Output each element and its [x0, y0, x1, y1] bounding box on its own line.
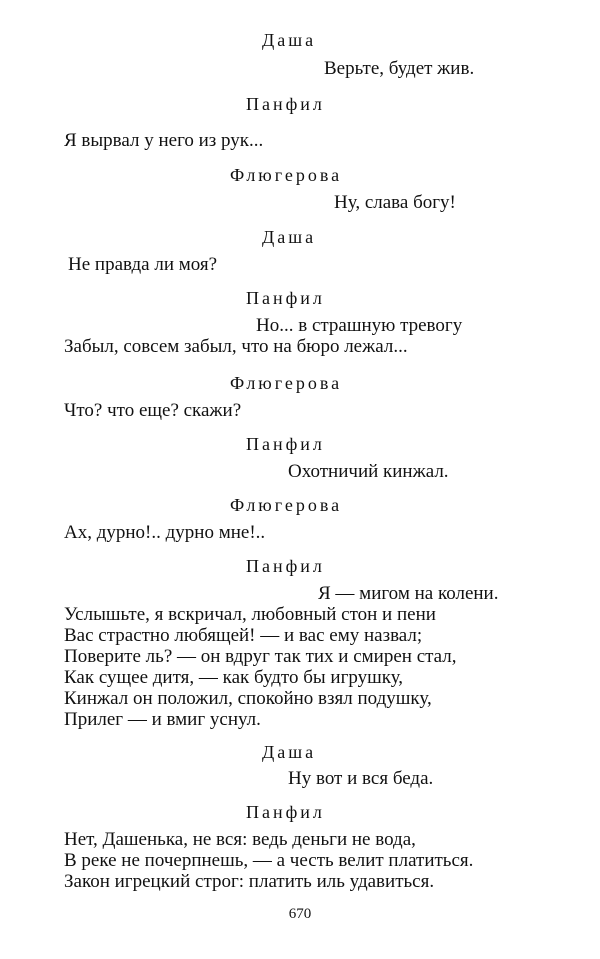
speaker-panfil: Панфил	[246, 802, 325, 822]
speaker-panfil: Панфил	[246, 556, 325, 576]
verse-line: Нет, Дашенька, не вся: ведь деньги не вода,	[64, 829, 416, 850]
verse-line: Ну, слава богу!	[334, 192, 456, 213]
verse-line: Услышьте, я вскричал, любовный стон и пени	[64, 604, 436, 625]
verse-line: Не правда ли моя?	[68, 254, 218, 275]
speaker-panfil: Панфил	[246, 288, 325, 308]
speaker-dasha: Даша	[262, 30, 317, 50]
page-number: 670	[288, 906, 312, 922]
verse-line: В реке не почерпнешь, — а честь велит платиться.	[64, 850, 474, 871]
verse-line: Но... в страшную тревогу	[256, 315, 463, 336]
speaker-flyugerova: Флюгерова	[230, 165, 343, 185]
speaker-panfil: Панфил	[246, 94, 325, 114]
verse-line: Охотничий кинжал.	[288, 461, 449, 482]
verse-line: Вас страстно любящей! — и вас ему назвал;	[64, 625, 423, 646]
verse-line: Ну вот и вся беда.	[288, 768, 434, 789]
verse-line: Закон игрецкий строг: платить иль удавиться.	[64, 871, 435, 892]
speaker-dasha: Даша	[262, 227, 317, 247]
verse-line: Ах, дурно!.. дурно мне!..	[64, 522, 266, 543]
verse-line: Прилег — и вмиг уснул.	[64, 709, 261, 730]
verse-line: Верьте, будет жив.	[324, 58, 475, 79]
speaker-panfil: Панфил	[246, 434, 325, 454]
verse-line: Забыл, совсем забыл, что на бюро лежал...	[64, 336, 408, 357]
verse-line: Я — мигом на колени.	[318, 583, 499, 604]
speaker-flyugerova: Флюгерова	[230, 495, 343, 515]
speaker-flyugerova: Флюгерова	[230, 373, 343, 393]
verse-line: Я вырвал у него из рук...	[64, 130, 264, 151]
speaker-dasha: Даша	[262, 742, 317, 762]
verse-line: Что? что еще? скажи?	[64, 400, 242, 421]
verse-line: Поверите ль? — он вдруг так тих и смирен стал,	[64, 646, 457, 667]
verse-line: Как сущее дитя, — как будто бы игрушку,	[64, 667, 404, 688]
verse-line: Кинжал он положил, спокойно взял подушку,	[64, 688, 432, 709]
